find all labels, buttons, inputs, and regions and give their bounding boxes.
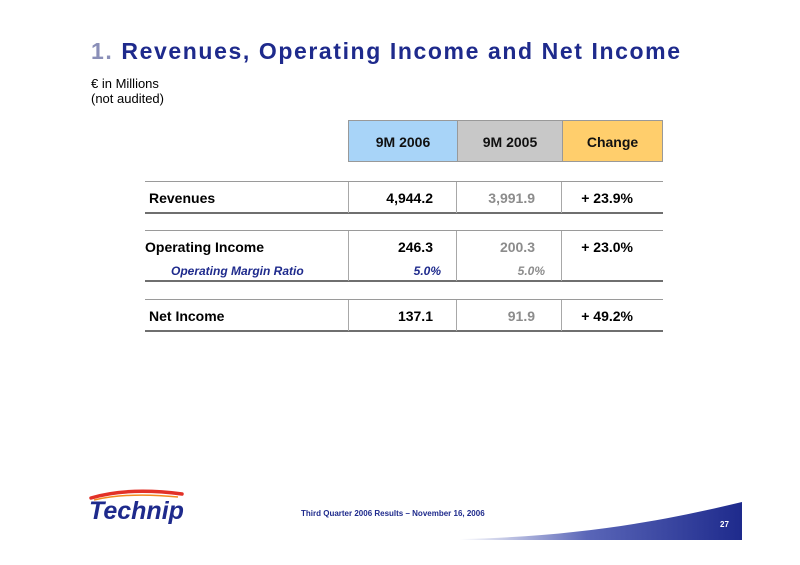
column-divider [456, 182, 457, 213]
value-change: + 49.2% [581, 308, 633, 324]
row-label: Net Income [149, 308, 225, 324]
value-2006: 246.3 [397, 239, 433, 255]
table-row-operating-income [145, 230, 663, 282]
column-divider [348, 182, 349, 213]
column-divider [561, 300, 562, 331]
currency-note: € in Millions [91, 76, 159, 91]
column-divider [456, 300, 457, 331]
value-2006: 137.1 [397, 308, 433, 324]
table-row-net-income [145, 299, 663, 332]
logo-text: Technip [89, 497, 184, 525]
sub-value-2005: 5.0% [517, 264, 545, 278]
column-divider [561, 182, 562, 213]
value-2006: 4,944.2 [386, 190, 433, 206]
title-number: 1. [91, 38, 114, 64]
header-change: Change [562, 120, 663, 162]
row-label: Revenues [149, 190, 216, 206]
value-2005: 3,991.9 [488, 190, 535, 206]
sub-row-label: Operating Margin Ratio [171, 264, 304, 278]
title-text: Revenues, Operating Income and Net Income [121, 38, 682, 64]
technip-logo [88, 489, 188, 527]
value-2005: 200.3 [499, 239, 535, 255]
sub-value-2006: 5.0% [413, 264, 441, 278]
slide-title [91, 38, 682, 65]
column-divider [348, 300, 349, 331]
table-row-revenues [145, 181, 663, 214]
audit-note: (not audited) [91, 91, 164, 106]
page-number: 27 [720, 520, 729, 529]
column-divider [348, 231, 349, 281]
value-change: + 23.0% [581, 239, 633, 255]
row-label: Operating Income [145, 239, 265, 255]
value-2005: 91.9 [507, 308, 535, 324]
banner-shape [460, 502, 742, 540]
page-number-banner [460, 500, 742, 540]
header-9m-2006: 9M 2006 [348, 120, 458, 162]
column-divider [456, 231, 457, 281]
footer-text: Third Quarter 2006 Results – November 16, 2006 [301, 509, 485, 518]
header-9m-2005: 9M 2005 [457, 120, 563, 162]
column-divider [561, 231, 562, 281]
value-change: + 23.9% [581, 190, 633, 206]
